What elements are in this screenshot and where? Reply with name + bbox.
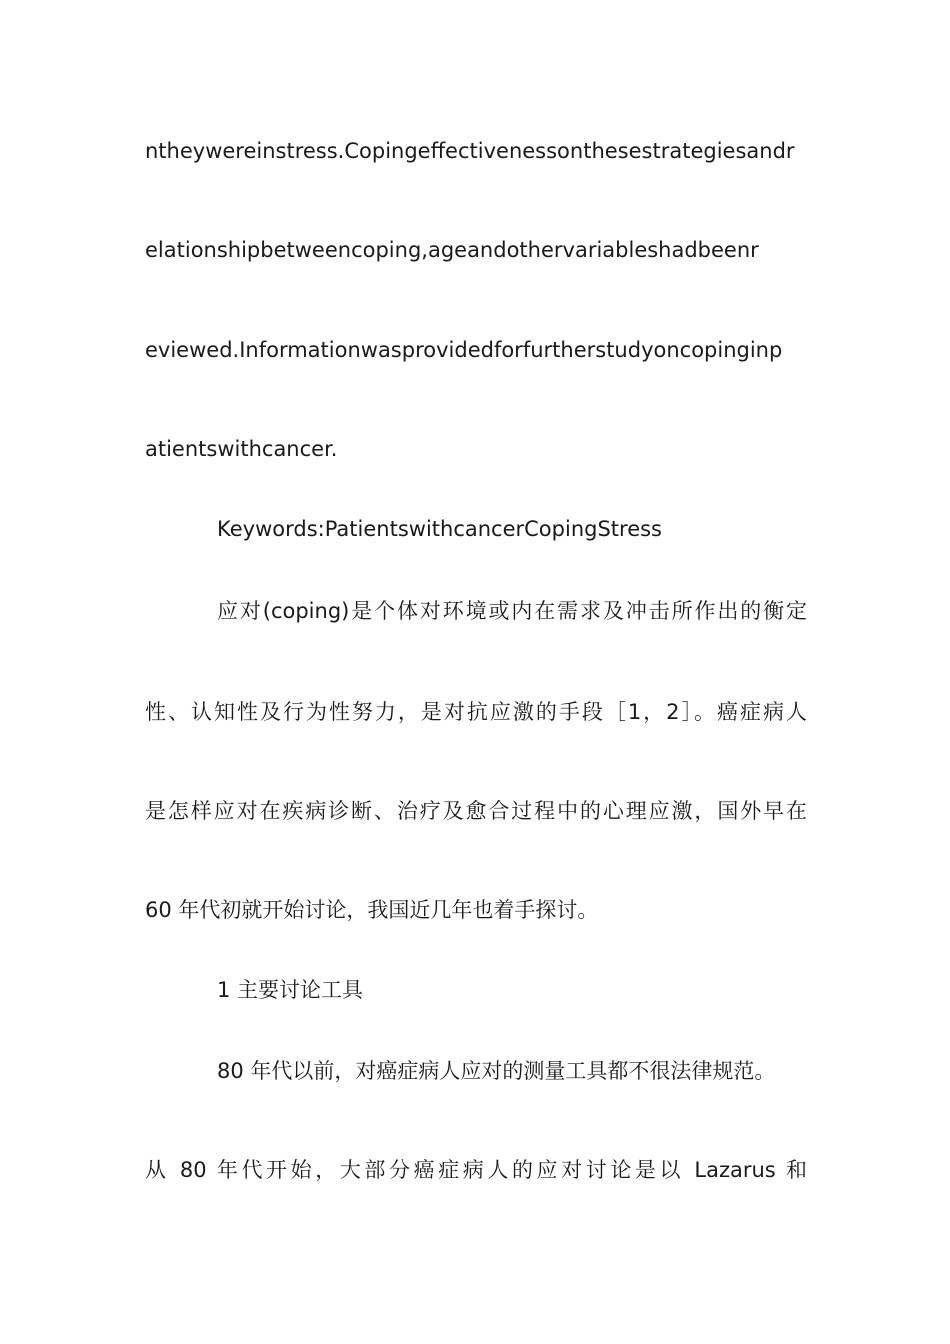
intro-line-1: 应对(coping)是个体对环境或内在需求及冲击所作出的衡定 [217,599,807,623]
section-heading: 1 主要讨论工具 [217,978,364,1002]
intro-line-3: 是怎样应对在疾病诊断、治疗及愈合过程中的心理应激，国外早在 [145,799,807,823]
abstract-line-1: ntheywereinstress.Copingeffectivenessonthesestrategiesandr [145,139,795,163]
abstract-line-4: atientswithcancer. [145,437,338,461]
abstract-line-3: eviewed.Informationwasprovidedforfurtherstudyoncopinginp [145,338,783,362]
keywords-line: Keywords:PatientswithcancerCopingStress [217,517,662,541]
intro-line-4: 60 年代初就开始讨论，我国近几年也着手探讨。 [145,898,599,922]
section-line-1: 80 年代以前，对癌症病人应对的测量工具都不很法律规范。 [217,1059,776,1083]
abstract-line-2: elationshipbetweencoping,ageandothervariableshadbeenr [145,238,759,262]
section-line-2: 从 80 年代开始，大部分癌症病人的应对讨论是以 Lazarus 和 [145,1158,807,1182]
intro-line-2: 性、认知性及行为性努力，是对抗应激的手段［1，2］。癌症病人 [145,700,807,724]
